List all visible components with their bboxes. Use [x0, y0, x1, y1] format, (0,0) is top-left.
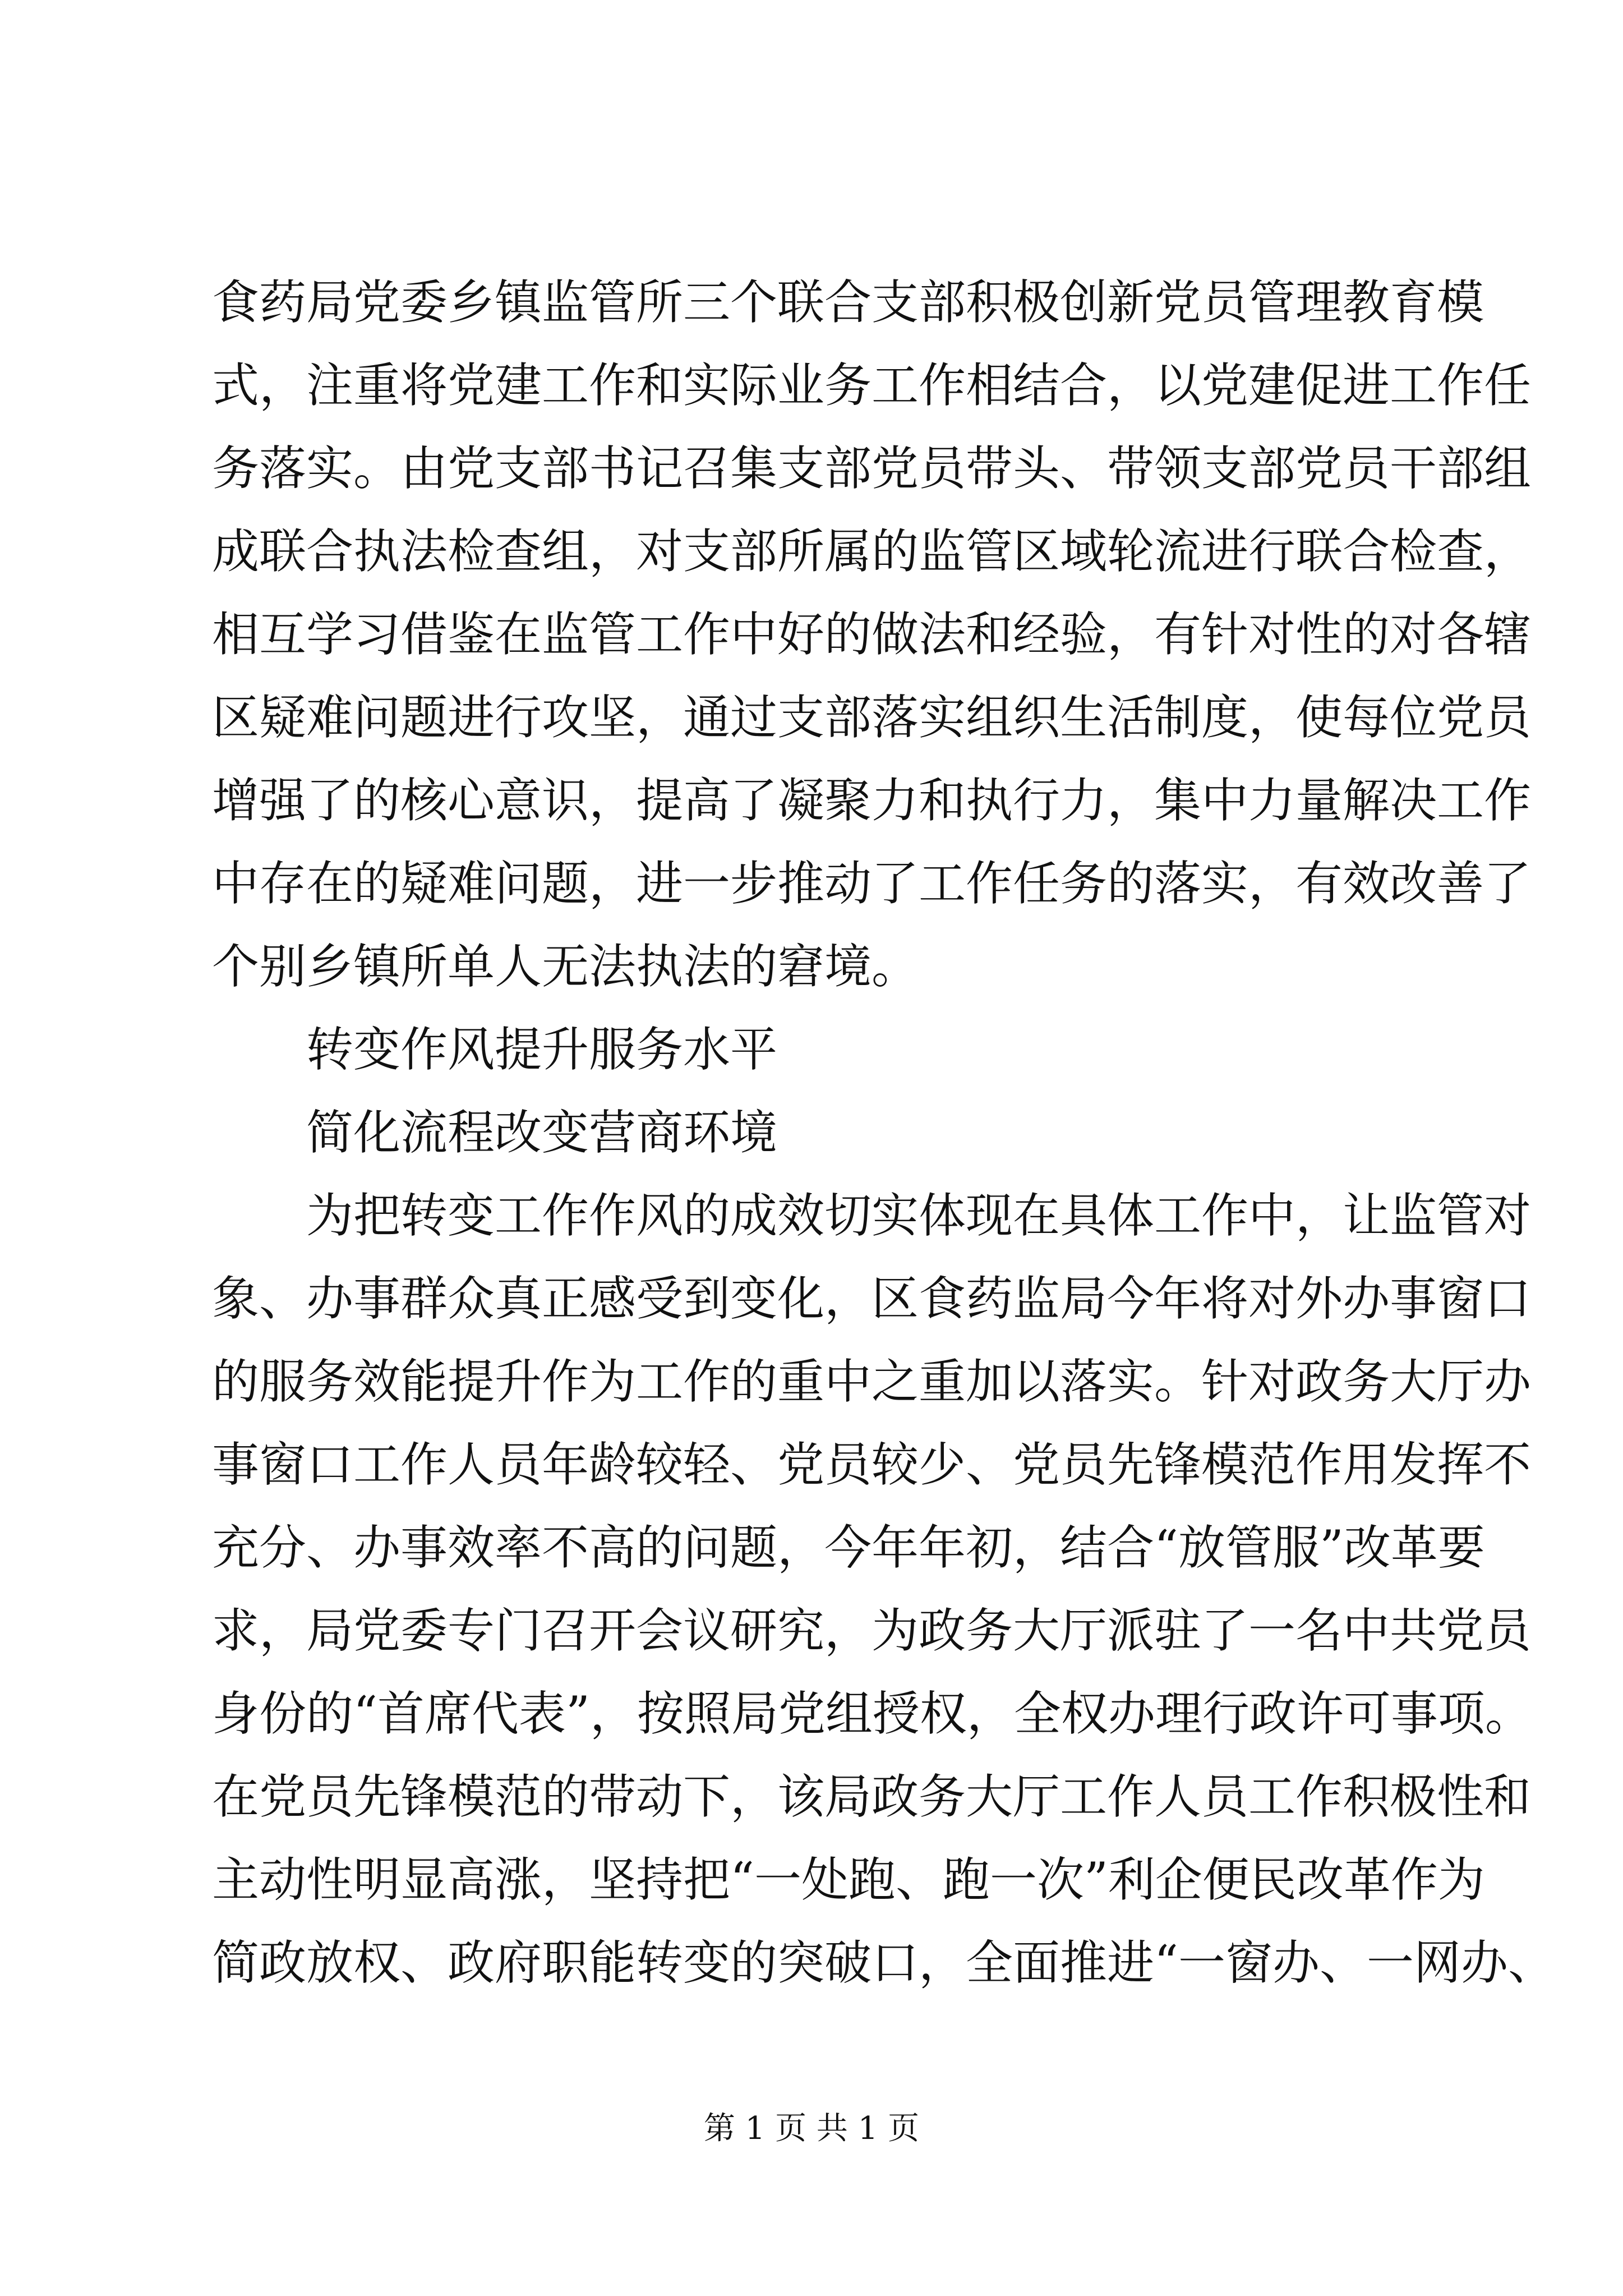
text-line: 简政放权、政府职能转变的突破口，全面推进“一窗办、一网办、 — [212, 1935, 1555, 1990]
text-line: 相互学习借鉴在监管工作中好的做法和经验，有针对性的对各辖 — [212, 607, 1532, 662]
text-line: 充分、办事效率不高的问题，今年年初，结合“放管服”改革要 — [212, 1520, 1485, 1575]
section-heading: 简化流程改变营商环境 — [306, 1105, 778, 1160]
page-number: 第 1 页 共 1 页 — [703, 2110, 920, 2147]
text-line: 身份的“首席代表”，按照局党组授权，全权办理行政许可事项。 — [212, 1686, 1532, 1741]
text-line: 事窗口工作人员年龄较轻、党员较少、党员先锋模范作用发挥不 — [212, 1437, 1532, 1492]
page-footer — [0, 2106, 1623, 2151]
text-line: 增强了的核心意识，提高了凝聚力和执行力，集中力量解决工作 — [212, 773, 1532, 828]
text-line: 为把转变工作作风的成效切实体现在具体工作中，让监管对 — [306, 1188, 1532, 1243]
text-line: 的服务效能提升作为工作的重中之重加以落实。针对政务大厅办 — [212, 1354, 1532, 1409]
text-line: 食药局党委乡镇监管所三个联合支部积极创新党员管理教育模 — [212, 275, 1484, 330]
text-line: 个别乡镇所单人无法执法的窘境。 — [212, 939, 919, 994]
body-text — [212, 261, 1555, 2004]
section-heading: 转变作风提升服务水平 — [306, 1022, 778, 1077]
text-line: 象、办事群众真正感受到变化，区食药监局今年将对外办事窗口 — [212, 1271, 1532, 1326]
text-line: 在党员先锋模范的带动下，该局政务大厅工作人员工作积极性和 — [212, 1769, 1532, 1824]
text-line: 主动性明显高涨，坚持把“一处跑、跑一次”利企便民改革作为 — [212, 1852, 1485, 1907]
text-line: 区疑难问题进行攻坚，通过支部落实组织生活制度，使每位党员 — [212, 690, 1532, 745]
text-line: 式，注重将党建工作和实际业务工作相结合，以党建促进工作任 — [212, 358, 1532, 413]
text-line: 成联合执法检查组，对支部所属的监管区域轮流进行联合检查， — [212, 524, 1532, 579]
text-line: 求，局党委专门召开会议研究，为政务大厅派驻了一名中共党员 — [212, 1603, 1532, 1658]
text-line: 务落实。由党支部书记召集支部党员带头、带领支部党员干部组 — [212, 441, 1532, 496]
text-line: 中存在的疑难问题，进一步推动了工作任务的落实，有效改善了 — [212, 856, 1532, 911]
